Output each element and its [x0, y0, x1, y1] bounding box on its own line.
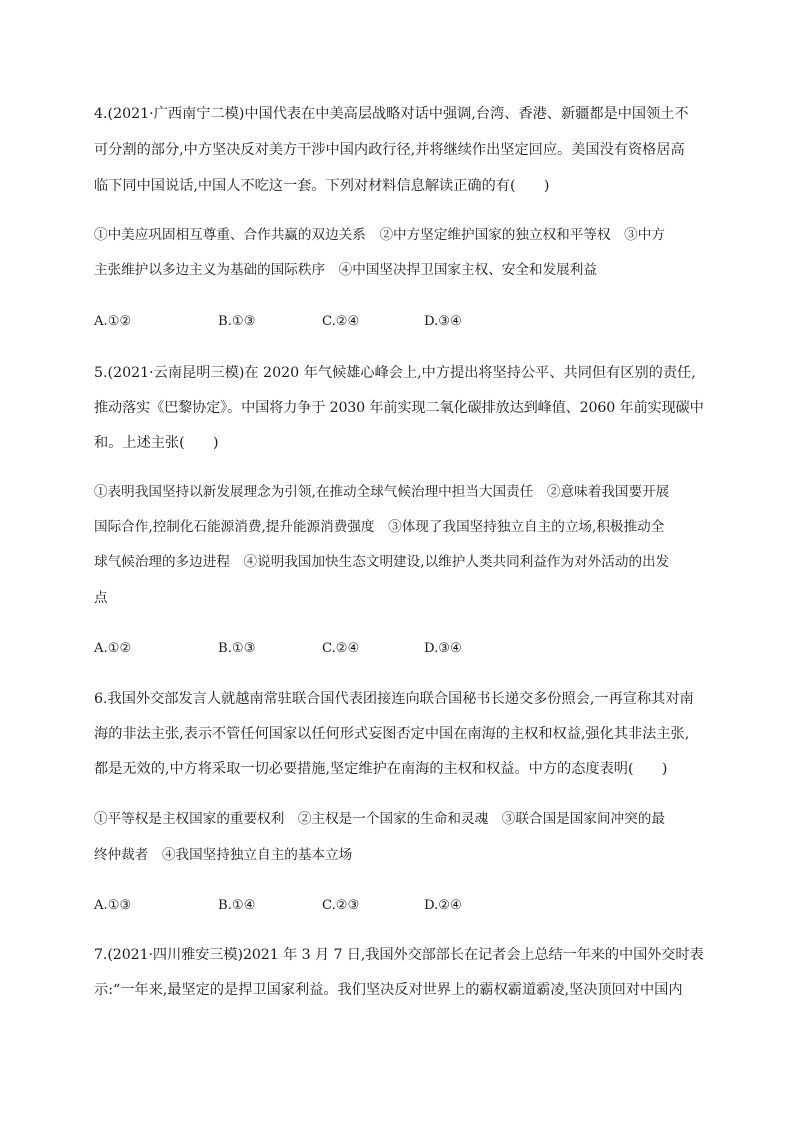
question-5-options-line-1: ①表明我国坚持以新发展理念为引领,在推动全球气候治理中担当大国责任 ②意味着我国要开展: [94, 484, 670, 500]
choice-b: B.①④: [218, 898, 256, 913]
question-7-stem-line-2: 示:“一年来,最坚定的是捍卫国家利益。我们坚决反对世界上的霸权霸道霸凌,坚决顶回对中国内: [94, 982, 683, 998]
question-6-options-line-1: ①平等权是主权国家的重要权利 ②主权是一个国家的生命和灵魂 ③联合国是国家间冲突的最: [94, 811, 665, 827]
question-6-stem-line-1: 6.我国外交部发言人就越南常驻联合国代表团接连向联合国秘书长递交多份照会,一再宣称其对南: [94, 691, 694, 707]
choice-c: C.②④: [322, 641, 360, 656]
question-4-stem-line-1: 4.(2021·广西南宁二模)中国代表在中美高层战略对话中强调,台湾、香港、新疆都是中国领土不: [94, 106, 689, 122]
question-4-stem-line-3: 临下同中国说话,中国人不吃这一套。下列对材料信息解读正确的有( ): [94, 178, 550, 194]
question-5-stem-line-3: 和。上述主张( ): [94, 435, 219, 451]
choice-c: C.②③: [322, 898, 360, 913]
question-5-stem-line-2: 推动落实《巴黎协定》。中国将力争于 2030 年前实现二氧化碳排放达到峰值、2060 年前实现碳中: [94, 400, 704, 416]
choice-a: A.①②: [94, 314, 132, 329]
choice-c: C.②④: [322, 314, 360, 329]
choice-d: D.③④: [424, 641, 462, 656]
choice-d: D.③④: [424, 314, 462, 329]
question-5-options-line-3: 球气候治理的多边进程 ④说明我国加快生态文明建设,以维护人类共同利益作为对外活动的出发: [94, 554, 670, 570]
question-5-options-line-2: 国际合作,控制化石能源消费,提升能源消费强度 ③体现了我国坚持独立自主的立场,积极推动全: [94, 519, 665, 535]
choice-b: B.①③: [218, 641, 256, 656]
question-7-stem-line-1: 7.(2021·四川雅安三模)2021 年 3 月 7 日,我国外交部部长在记者会上总结一年来的中国外交时表: [94, 947, 704, 963]
question-4-stem-line-2: 可分割的部分,中方坚决反对美方干涉中国内政行径,并将继续作出坚定回应。美国没有资格居高: [94, 142, 685, 158]
choice-a: A.①②: [94, 641, 132, 656]
question-6-stem-line-2: 海的非法主张,表示不管任何国家以任何形式妄图否定中国在南海的主权和权益,强化其非法主张,: [94, 726, 690, 742]
question-6-stem-line-3: 都是无效的,中方将采取一切必要措施,坚定维护在南海的主权和权益。中方的态度表明( ): [94, 761, 668, 777]
question-6-options-line-2: 终仲裁者 ④我国坚持独立自主的基本立场: [94, 847, 353, 863]
choice-b: B.①③: [218, 314, 256, 329]
question-5-stem-line-1: 5.(2021·云南昆明三模)在 2020 年气候雄心峰会上,中方提出将坚持公平、共同但有区别的责任,: [94, 365, 696, 381]
choice-a: A.①③: [94, 898, 132, 913]
choice-d: D.②④: [424, 898, 462, 913]
question-4-options-line-2: 主张维护以多边主义为基础的国际秩序 ④中国坚决捍卫国家主权、安全和发展利益: [94, 262, 597, 278]
question-5-options-line-4: 点: [94, 590, 108, 606]
question-4-options-line-1: ①中美应巩固相互尊重、合作共赢的双边关系 ②中方坚定维护国家的独立权和平等权 ③中方: [94, 227, 665, 243]
